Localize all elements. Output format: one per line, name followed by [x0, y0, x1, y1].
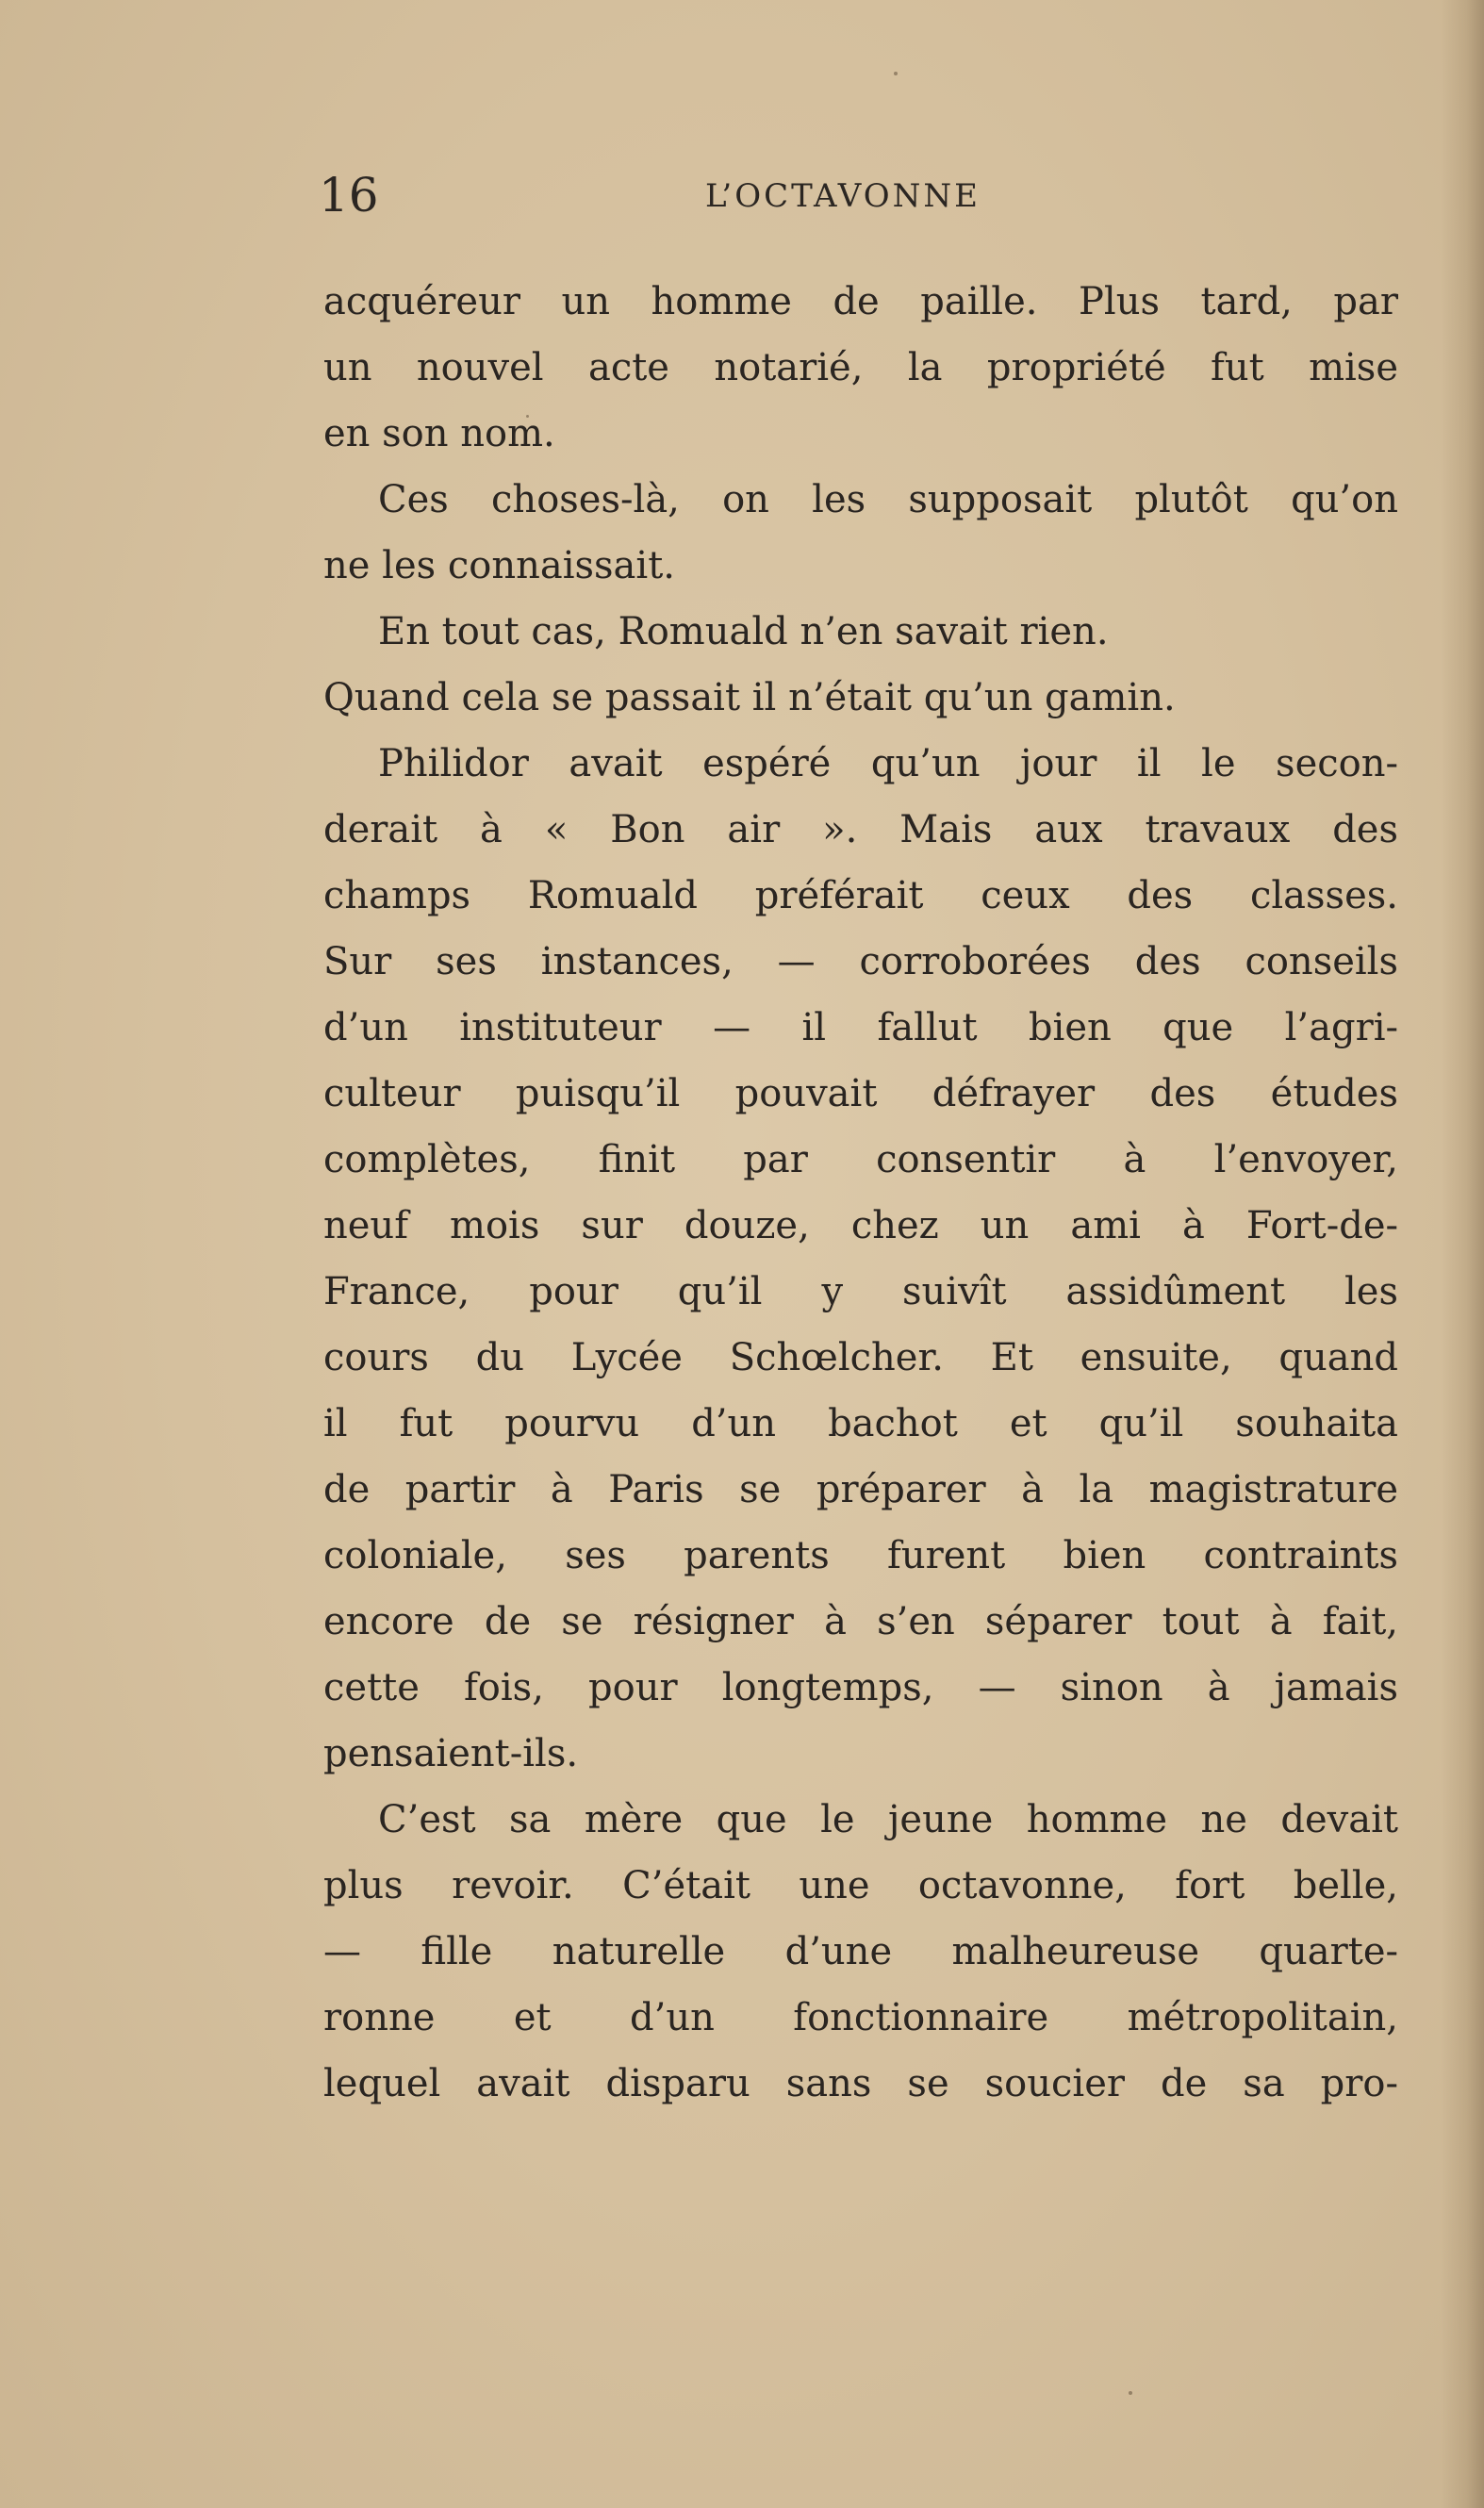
text-line: Philidor avait espéré qu’un jour il le secon- [378, 742, 1398, 785]
text-line: de partir à Paris se préparer à la magistrature [323, 1468, 1398, 1511]
text-line: neuf mois sur douze, chez un ami à Fort-de- [323, 1204, 1398, 1247]
text-line: pensaient-ils. [323, 1732, 579, 1775]
running-head: L’OCTAVONNE [705, 177, 981, 215]
body-text [323, 269, 1398, 2117]
paper-speck [894, 72, 898, 75]
paper-speck [1129, 2391, 1132, 2395]
text-line: derait à « Bon air ». Mais aux travaux des [323, 808, 1398, 851]
text-line: cette fois, pour longtemps, — sinon à jamais [323, 1666, 1398, 1709]
text-line: — fille naturelle d’une malheureuse quarte- [323, 1930, 1398, 1973]
text-line: champs Romuald préférait ceux des classes. [323, 874, 1398, 917]
text-line: Quand cela se passait il n’était qu’un gamin. [323, 676, 1176, 719]
text-line: il fut pourvu d’un bachot et qu’il souhaita [323, 1402, 1398, 1445]
text-line: ronne et d’un fonctionnaire métropolitain, [323, 1996, 1398, 2039]
text-line: lequel avait disparu sans se soucier de sa pro- [323, 2062, 1398, 2105]
text-line: cours du Lycée Schœlcher. Et ensuite, quand [323, 1336, 1398, 1379]
text-line: en son nom. [323, 412, 555, 455]
text-line: culteur puisqu’il pouvait défrayer des études [323, 1072, 1398, 1115]
text-line: acquéreur un homme de paille. Plus tard, par [323, 280, 1398, 323]
text-line: plus revoir. C’était une octavonne, fort belle, [323, 1864, 1398, 1907]
text-line: France, pour qu’il y suivît assidûment les [323, 1270, 1398, 1313]
text-line: un nouvel acte notarié, la propriété fut mise [323, 346, 1398, 389]
text-line: encore de se résigner à s’en séparer tout à fait, [323, 1600, 1398, 1643]
text-line: ne les connaissait. [323, 544, 675, 587]
text-line: complètes, finit par consentir à l’envoyer, [323, 1138, 1398, 1181]
text-line: C’est sa mère que le jeune homme ne devait [378, 1798, 1398, 1841]
page-header [319, 162, 1395, 228]
text-line: coloniale, ses parents furent bien contraints [323, 1534, 1398, 1577]
text-line: Ces choses-là, on les supposait plutôt qu’on [378, 478, 1398, 521]
text-line: Sur ses instances, — corroborées des conseils [323, 940, 1398, 983]
page-edge-shadow [1441, 0, 1484, 2508]
text-line: d’un instituteur — il fallut bien que l’agri- [323, 1006, 1398, 1049]
page-number: 16 [319, 168, 379, 223]
text-line: En tout cas, Romuald n’en savait rien. [378, 610, 1109, 653]
